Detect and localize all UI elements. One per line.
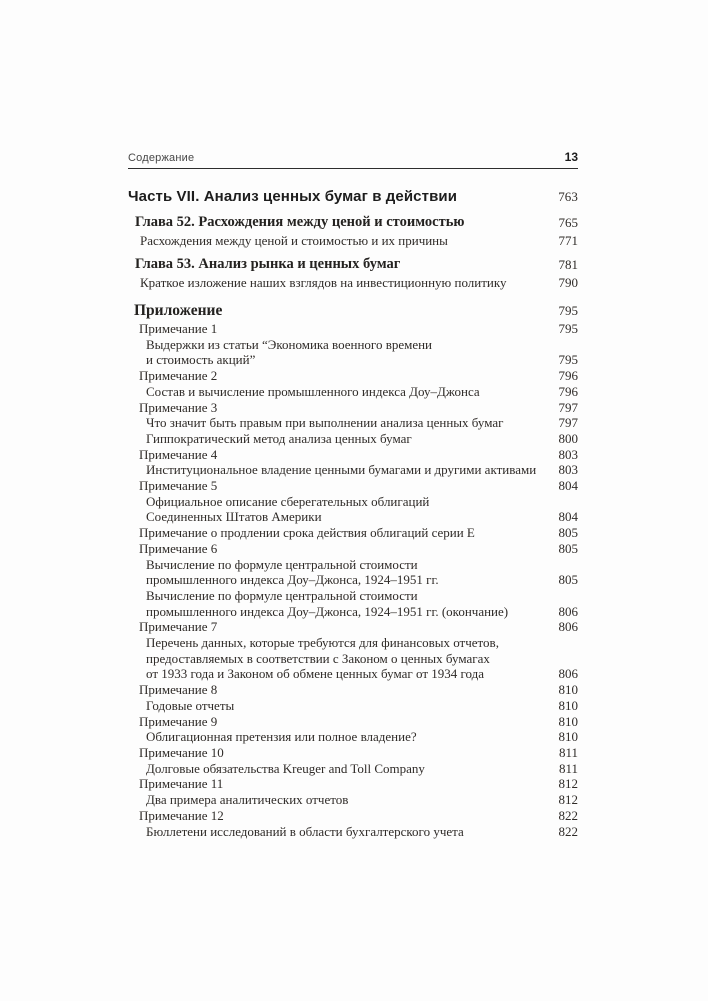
toc-entry — [128, 619, 578, 635]
toc-entry — [128, 431, 578, 447]
toc-entry — [128, 368, 578, 384]
toc-entry-page: 790 — [558, 275, 578, 290]
toc-entry-page: 811 — [558, 760, 578, 776]
toc-entry-page: 803 — [558, 462, 578, 478]
toc-entry-title: Гиппократический метод анализа ценных бумаг — [146, 430, 412, 446]
toc-entry — [128, 541, 578, 557]
toc-entry — [128, 301, 578, 321]
toc-entry — [128, 808, 578, 824]
toc-entry-title: Примечание 12 — [139, 807, 224, 823]
toc-entry-title: Примечание 8 — [139, 682, 218, 698]
toc-entry — [128, 462, 578, 478]
toc-entry-title: Примечание 1 — [139, 321, 218, 336]
toc-entry-title: Состав и вычисление промышленного индекса Доу–Джонса — [146, 383, 480, 399]
toc-entry-title: Выдержки из статьи “Экономика военного времени и стоимость акций” — [146, 336, 433, 368]
toc-entry-title: Примечание о продлении срока действия облигаций серии Е — [139, 525, 475, 541]
toc-entry-title: Примечание 7 — [139, 619, 218, 635]
toc-entry-page: 763 — [558, 189, 578, 204]
toc-entry — [128, 400, 578, 416]
toc-entry-page: 810 — [558, 682, 578, 698]
running-header — [128, 150, 578, 169]
toc-entry-title: Два примера аналитических отчетов — [146, 792, 349, 808]
toc-entry-page: 795 — [558, 303, 578, 318]
toc-entry-title: Глава 52. Расхождения между ценой и стоимостью — [135, 214, 465, 230]
toc-entry — [128, 824, 578, 840]
toc-entry-title: Примечание 9 — [139, 713, 218, 729]
toc-entry-page: 795 — [558, 352, 578, 368]
toc-entry — [128, 729, 578, 745]
toc-entry — [128, 337, 578, 368]
toc-entry-page: 812 — [558, 792, 578, 808]
toc-entry — [128, 776, 578, 792]
toc-entry-title: Перечень данных, которые требуются для финансовых отчетов, предоставляемых в соответствии с Законом о ценных бумагах от 1933 года и Законом об обмене ценных бумаг от 1934 года — [146, 635, 499, 682]
toc-entry-title: Примечание 11 — [139, 776, 224, 792]
toc-entry-title: Глава 53. Анализ рынка и ценных бумаг — [135, 256, 401, 272]
toc-entry — [128, 384, 578, 400]
toc-entry-page: 810 — [558, 729, 578, 745]
toc-entry — [128, 635, 578, 682]
toc-entry-page: 796 — [558, 383, 578, 399]
toc-entry-page: 805 — [558, 540, 578, 556]
toc-entry-title: Годовые отчеты — [146, 697, 235, 713]
toc-entry-title: Часть VII. Анализ ценных бумаг в действии — [128, 188, 458, 205]
toc-entry-page: 795 — [558, 321, 578, 336]
toc-entry-title: Институциональное владение ценными бумагами и другими активами — [146, 462, 537, 478]
toc-entry — [128, 232, 578, 249]
toc-entry-title: Примечание 2 — [139, 368, 218, 384]
toc-entry-page: 804 — [558, 478, 578, 494]
toc-entry — [128, 761, 578, 777]
toc-entry-title: Краткое изложение наших взглядов на инвестиционную политику — [140, 275, 507, 290]
toc-entry-page: 797 — [558, 415, 578, 431]
toc-entry-title: Вычисление по формуле центральной стоимости промышленного индекса Доу–Джонса, 1924–1951 гг. (окончание) — [146, 587, 509, 619]
toc-entry — [128, 187, 578, 207]
toc-entry — [128, 698, 578, 714]
toc-entry — [128, 525, 578, 541]
toc-entry-page: 804 — [558, 509, 578, 525]
toc-entry-title: Примечание 10 — [139, 744, 224, 760]
toc-entry — [128, 792, 578, 808]
toc-entry-title: Приложение — [134, 302, 223, 319]
toc-entry-title: Вычисление по формуле центральной стоимости промышленного индекса Доу–Джонса, 1924–1951 гг. — [146, 556, 439, 588]
toc-entry-page: 765 — [558, 215, 578, 230]
toc-entry-title: Долговые обязательства Kreuger and Toll Company — [146, 760, 425, 776]
toc-entry-title: Примечание 4 — [139, 446, 218, 462]
toc-entry — [128, 494, 578, 525]
toc-entry-title: Облигационная претензия или полное владение? — [146, 729, 417, 745]
toc-entry-page: 805 — [558, 525, 578, 541]
toc-entry-title: Примечание 5 — [139, 478, 218, 494]
toc-entry-title: Что значит быть правым при выполнении анализа ценных бумаг — [146, 415, 504, 431]
toc-entry-page: 822 — [558, 807, 578, 823]
toc-entry — [128, 274, 578, 291]
toc-entry-page: 812 — [558, 776, 578, 792]
toc-entry-title: Расхождения между ценой и стоимостью и их причины — [140, 233, 448, 248]
toc-entry — [128, 745, 578, 761]
toc-entry-page: 771 — [558, 233, 578, 248]
toc-entry — [128, 714, 578, 730]
toc-entry-title: Примечание 6 — [139, 540, 218, 556]
toc-entry-page: 810 — [558, 713, 578, 729]
toc-entry — [128, 447, 578, 463]
table-of-contents — [128, 187, 578, 839]
toc-entry-page: 781 — [558, 257, 578, 272]
toc-entry-page: 800 — [558, 430, 578, 446]
toc-entry-page: 806 — [558, 603, 578, 619]
toc-entry-page: 822 — [558, 823, 578, 839]
toc-entry-page: 810 — [558, 697, 578, 713]
toc-entry-title: Примечание 3 — [139, 399, 218, 415]
toc-entry — [128, 321, 578, 337]
toc-entry-page: 803 — [558, 446, 578, 462]
running-title: Содержание — [128, 152, 195, 164]
toc-entry-title: Бюллетени исследований в области бухгалтерского учета — [146, 823, 464, 839]
toc-entry-page: 805 — [558, 572, 578, 588]
toc-entry-page: 806 — [558, 619, 578, 635]
toc-entry-page: 806 — [558, 666, 578, 682]
toc-entry — [128, 478, 578, 494]
toc-entry — [128, 588, 578, 619]
toc-entry — [128, 255, 578, 274]
toc-entry-page: 811 — [558, 744, 578, 760]
toc-entry — [128, 682, 578, 698]
page-number: 13 — [564, 150, 578, 164]
toc-entry — [128, 213, 578, 232]
toc-entry-page: 796 — [558, 368, 578, 384]
toc-entry — [128, 557, 578, 588]
toc-entry — [128, 415, 578, 431]
toc-entry-page: 797 — [558, 399, 578, 415]
toc-entry-title: Официальное описание сберегательных облигаций Соединенных Штатов Америки — [146, 493, 430, 525]
